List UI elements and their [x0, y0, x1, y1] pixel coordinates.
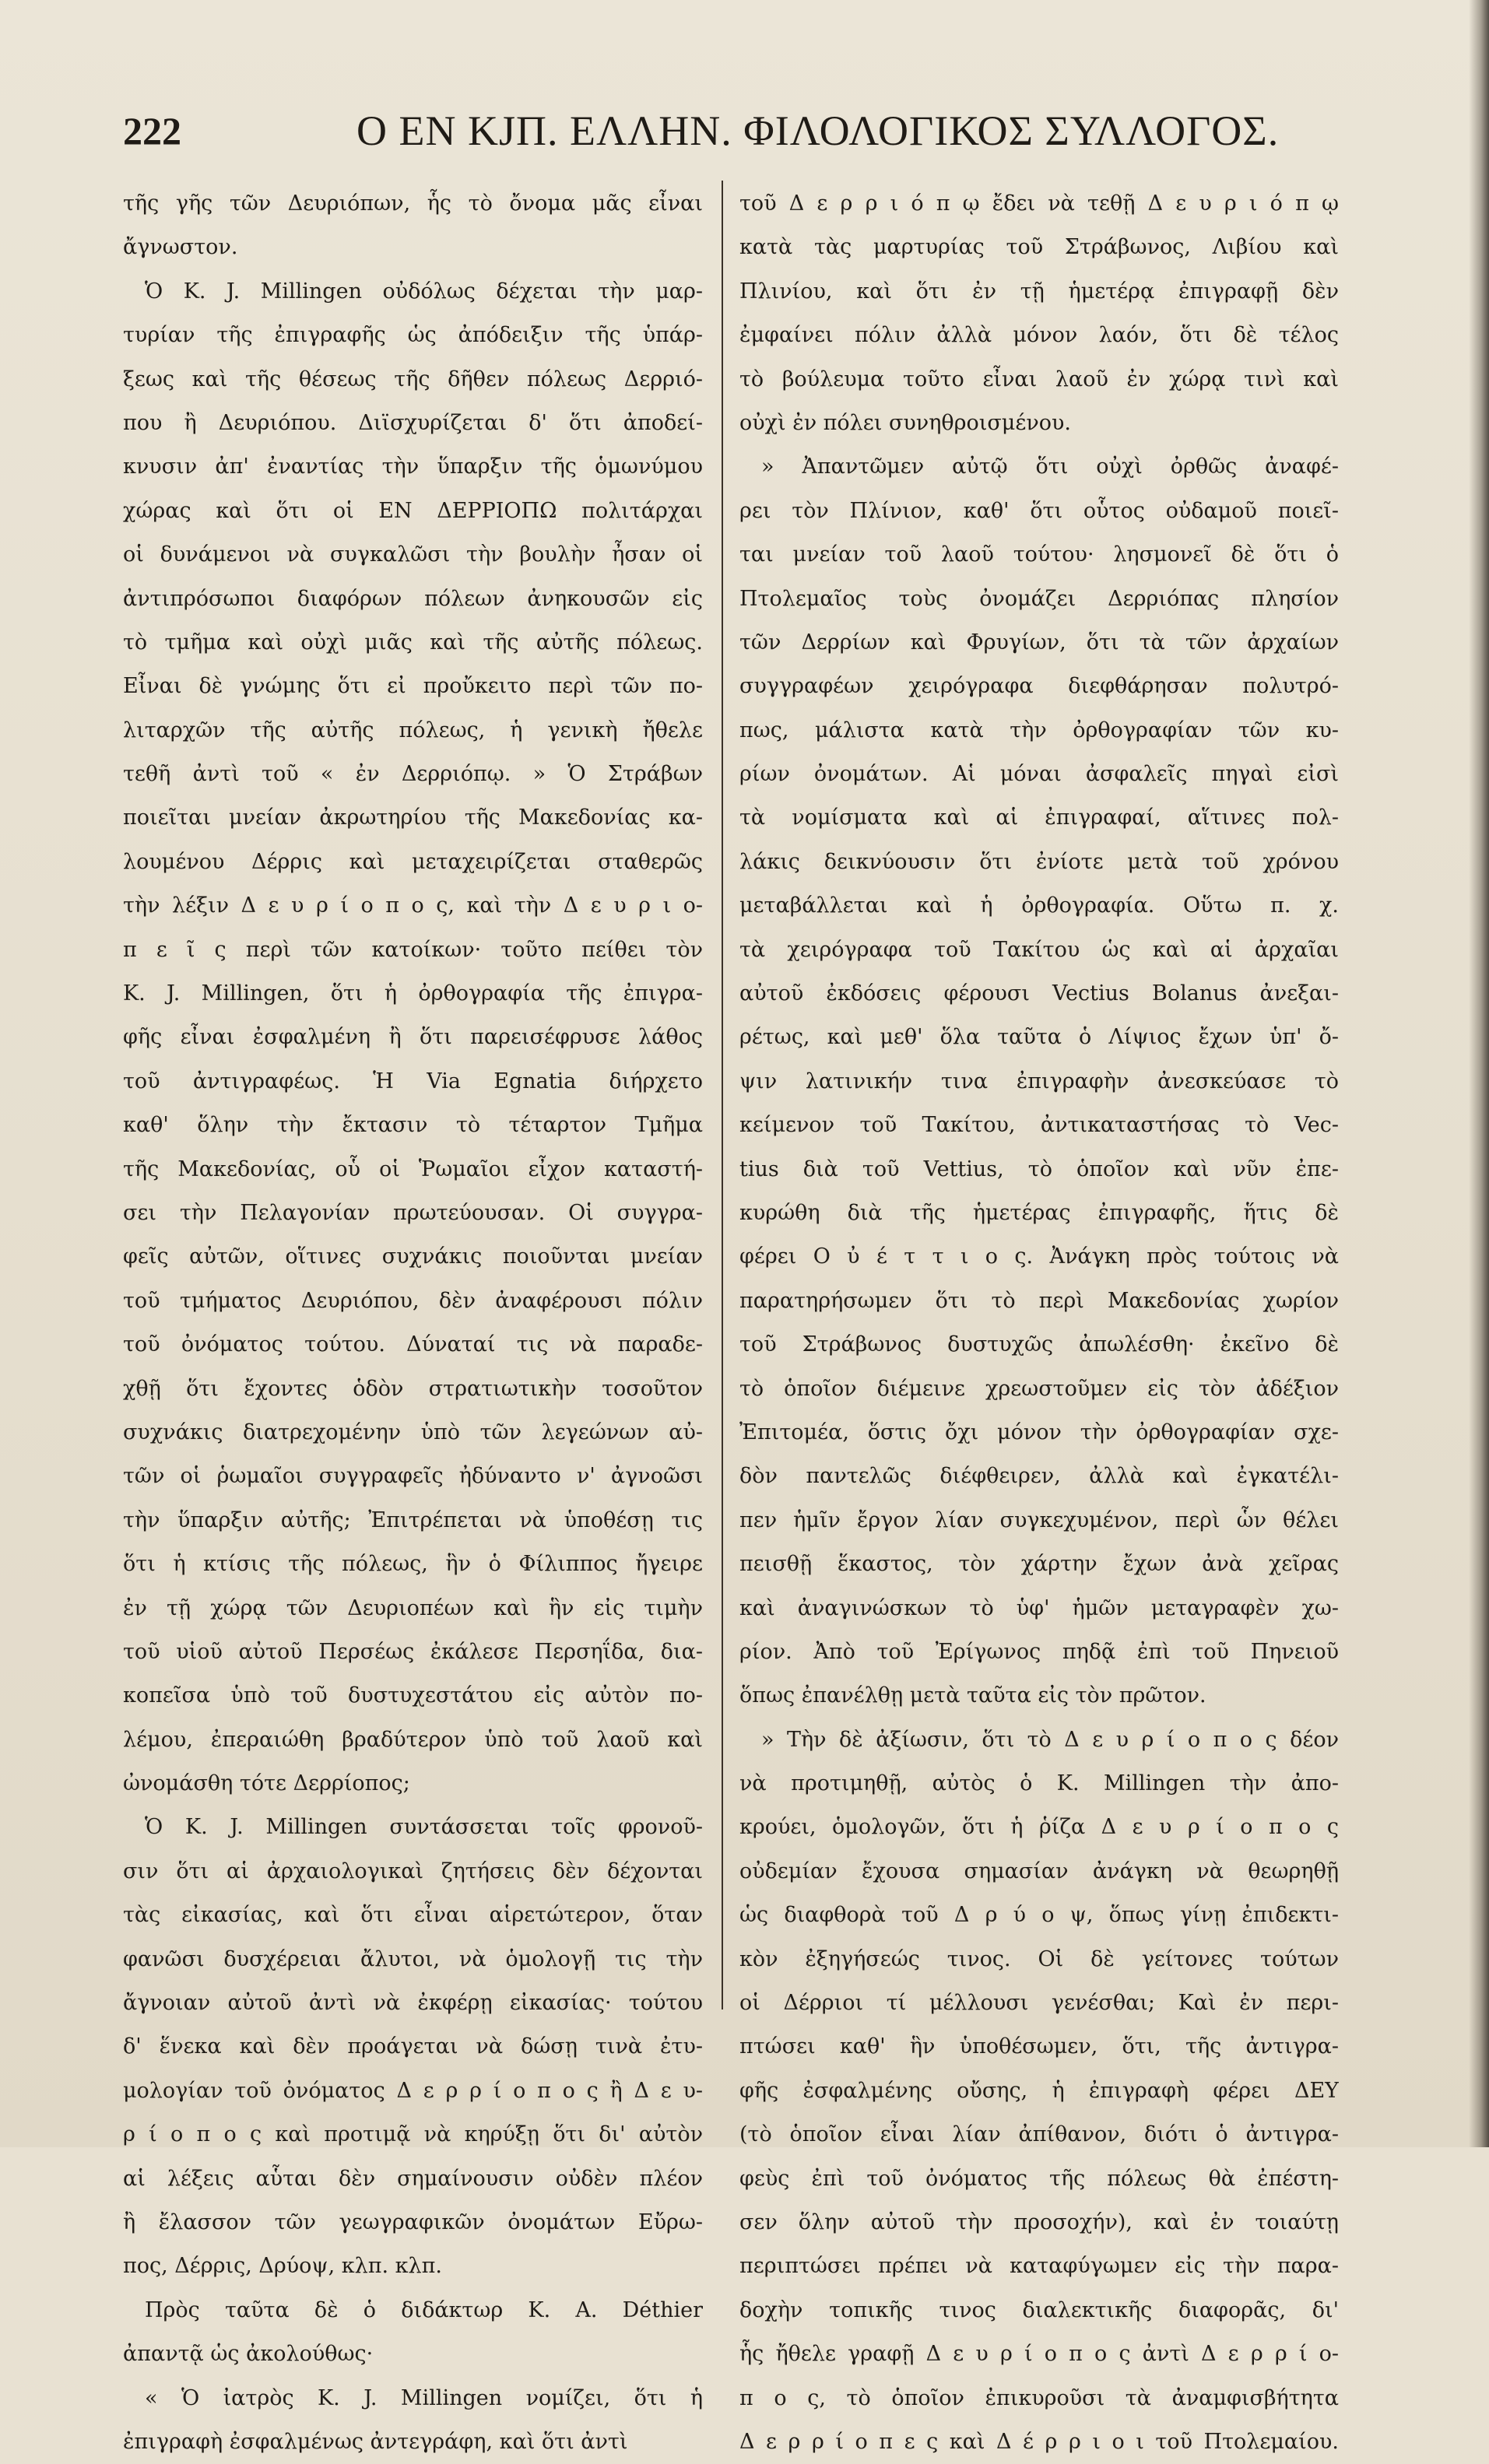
text-line: χθῇ ὅτι ἔχοντες ὁδὸν στρατιωτικὴν τοσοῦτον: [123, 1376, 703, 1401]
text-line: δ' ἕνεκα καὶ δὲν προάγεται νὰ δώσῃ τινὰ ἐτυ-: [123, 2034, 703, 2059]
text-line: σεν ὅλην αὐτοῦ τὴν προσοχήν), καὶ ἐν τοιαύτῃ: [739, 2210, 1339, 2234]
text-line: Ὁ Κ. J. Millingen συντάσσεται τοῖς φρονοῦ-: [145, 1815, 703, 1840]
text-line: φεῖς αὐτῶν, οἵτινες συχνάκις ποιοῦνται μνείαν: [123, 1244, 703, 1269]
text-line: Εἶναι δὲ γνώμης ὅτι εἰ προὔκειτο περὶ τῶν πο-: [123, 674, 703, 699]
text-line: ἐν τῇ χώρᾳ τῶν Δευριοπέων καὶ ἣν εἰς τιμὴν: [123, 1595, 703, 1620]
text-line: τὰ νομίσματα καὶ αἱ ἐπιγραφαί, αἵτινες πολ-: [739, 806, 1339, 830]
text-line: ἧς ἤθελε γραφῇ Δ ε υ ρ ί ο π ο ς ἀντὶ Δ ε ρ ρ ί ο-: [739, 2342, 1339, 2367]
page-number: 222: [123, 109, 181, 153]
text-line: τὴν ὕπαρξιν αὐτῆς; Ἐπιτρέπεται νὰ ὑποθέσῃ τις: [123, 1508, 703, 1532]
text-line: αἱ λέξεις αὗται δὲν σημαίνουσιν οὐδὲν πλέον: [123, 2166, 703, 2191]
text-line: ρ ί ο π ο ς καὶ προτιμᾷ νὰ κηρύξῃ ὅτι δι' αὐτὸν: [123, 2122, 703, 2147]
text-line: ἐμφαίνει πόλιν ἀλλὰ μόνον λαόν, ὅτι δὲ τέλος: [739, 323, 1339, 348]
text-line: σει τὴν Πελαγονίαν πρωτεύουσαν. Οἱ συγγρα-: [123, 1200, 703, 1225]
page-header: [123, 100, 1280, 162]
text-line: ὅπως ἐπανέλθῃ μετὰ ταῦτα εἰς τὸν πρῶτον.: [739, 1683, 1206, 1708]
text-line: ἐπιγραφὴ ἐσφαλμένως ἀντεγράφη, καὶ ὅτι ἀντὶ: [123, 2429, 628, 2454]
text-line: νὰ προτιμηθῇ, αὐτὸς ὁ Κ. Millingen τὴν ἀπο-: [739, 1771, 1339, 1796]
text-line: φέρει Ο ὐ έ τ τ ι ο ς. Ἀνάγκη πρὸς τούτοις νὰ: [739, 1244, 1339, 1269]
text-line: Ὁ Κ. J. Millingen οὐδόλως δέχεται τὴν μαρ-: [145, 279, 703, 304]
column-divider: [722, 181, 723, 2009]
text-line: τῆς Μακεδονίας, οὗ οἱ Ῥωμαῖοι εἶχον καταστή-: [123, 1157, 703, 1181]
left-text-column: [123, 182, 703, 2464]
text-line: ἄγνωστον.: [123, 235, 238, 260]
text-line: ρίων ὀνομάτων. Αἱ μόναι ἀσφαλεῖς πηγαὶ εἰσὶ: [739, 762, 1339, 787]
text-line: μεταβάλλεται καὶ ἡ ὀρθογραφία. Οὕτω π. χ.: [739, 893, 1339, 918]
text-line: παρατηρήσωμεν ὅτι τὸ περὶ Μακεδονίας χωρίον: [739, 1288, 1339, 1313]
text-line: Πτολεμαῖος τοὺς ὀνομάζει Δερριόπας πλησίον: [739, 586, 1339, 611]
text-line: τοῦ Δ ε ρ ρ ι ό π ῳ ἔδει νὰ τεθῇ Δ ε υ ρ ι ό π ῳ: [739, 191, 1339, 216]
text-line: Ἐπιτομέα, ὅστις ὄχι μόνον τὴν ὀρθογραφίαν σχε-: [739, 1420, 1339, 1444]
text-line: χώρας καὶ ὅτι οἱ ΕΝ ΔΕΡΡΙΟΠΩ πολιτάρχαι: [123, 498, 703, 523]
text-line: λέμου, ἐπεραιώθη βραδύτερον ὑπὸ τοῦ λαοῦ καὶ: [123, 1727, 703, 1752]
text-line: τῶν Δερρίων καὶ Φρυγίων, ὅτι τὰ τῶν ἀρχαίων: [739, 630, 1339, 655]
text-line: μολογίαν τοῦ ὀνόματος Δ ε ρ ρ ί ο π ο ς ἢ Δ ε υ-: [123, 2078, 703, 2103]
text-line: φῆς εἶναι ἐσφαλμένη ἢ ὅτι παρεισέφρυσε λάθος: [123, 1025, 703, 1050]
running-title: Ο ΕΝ ΚJΠ. ΕΛΛΗΝ. ΦΙΛΟΛΟΓΙΚΟΣ ΣΥΛΛΟΓΟΣ.: [356, 107, 1280, 154]
text-line: κνυσιν ἀπ' ἐναντίας τὴν ὕπαρξιν τῆς ὁμωνύμου: [123, 455, 703, 479]
text-line: τὰς εἰκασίας, καὶ ὅτι εἶναι αἱρετώτερον, ὅταν: [123, 1903, 703, 1928]
text-line: ρίον. Ἀπὸ τοῦ Ἐρίγωνος πηδᾷ ἐπὶ τοῦ Πηνειοῦ: [739, 1639, 1339, 1664]
text-line: κὸν ἐξηγήσεώς τινος. Οἱ δὲ γείτονες τούτων: [739, 1946, 1339, 1971]
text-line: λάκις δεικνύουσιν ὅτι ἐνίοτε μετὰ τοῦ χρόνου: [739, 849, 1339, 874]
text-line: tius διὰ τοῦ Vettius, τὸ ὁποῖον καὶ νῦν ἐπε-: [739, 1157, 1339, 1181]
text-line: αὐτοῦ ἐκδόσεις φέρουσι Vectius Bolanus ἀνεξαι-: [739, 981, 1339, 1006]
text-line: κρούει, ὁμολογῶν, ὅτι ἡ ῥίζα Δ ε υ ρ ί ο π ο ς: [739, 1815, 1339, 1840]
text-line: τὴν λέξιν Δ ε υ ρ ί ο π ο ς, καὶ τὴν Δ ε υ ρ ι ο-: [123, 893, 703, 918]
text-line: τὰ χειρόγραφα τοῦ Τακίτου ὡς καὶ αἱ ἀρχαῖαι: [739, 937, 1339, 962]
text-line: Κ. J. Millingen, ὅτι ἡ ὀρθογραφία τῆς ἐπιγρα-: [123, 981, 703, 1006]
text-line: ὡς διαφθορὰ τοῦ Δ ρ ύ ο ψ, ὅπως γίνῃ ἐπιδεκτι-: [739, 1903, 1339, 1928]
right-text-column: [739, 182, 1339, 2464]
text-line: τυρίαν τῆς ἐπιγραφῆς ὡς ἀπόδειξιν τῆς ὑπάρ-: [123, 323, 703, 348]
text-line: ὠνομάσθη τότε Δερρίοπος;: [123, 1771, 410, 1796]
text-line: ξεως καὶ τῆς θέσεως τῆς δῆθεν πόλεως Δερριό-: [123, 367, 703, 391]
page-binding-shadow: [1469, 0, 1489, 2147]
text-line: φῆς ἐσφαλμένης οὔσης, ἡ ἐπιγραφὴ φέρει ΔΕΥ: [739, 2078, 1339, 2103]
text-line: κοπεῖσα ὑπὸ τοῦ δυστυχεστάτου εἰς αὐτὸν πο-: [123, 1683, 703, 1708]
text-line: καθ' ὅλην τὴν ἔκτασιν τὸ τέταρτον Τμῆμα: [123, 1113, 703, 1138]
text-line: τῶν οἱ ῥωμαῖοι συγγραφεῖς ἠδύναντο ν' ἀγνοῶσι: [123, 1464, 703, 1489]
text-line: καὶ ἀναγινώσκων τὸ ὑφ' ἡμῶν μεταγραφὲν χω-: [739, 1595, 1339, 1620]
text-line: πεν ἡμῖν ἔργον λίαν συγκεχυμένον, περὶ ὧν θέλει: [739, 1508, 1339, 1532]
text-line: κυρώθη διὰ τῆς ἡμετέρας ἐπιγραφῆς, ἥτις δὲ: [739, 1200, 1339, 1225]
text-line: ψιν λατινικήν τινα ἐπιγραφὴν ἀνεσκεύασε τὸ: [739, 1069, 1339, 1093]
text-line: τοῦ ὀνόματος τούτου. Δύναταί τις νὰ παραδε-: [123, 1332, 703, 1357]
text-line: « Ὁ ἰατρὸς Κ. J. Millingen νομίζει, ὅτι ἡ: [145, 2385, 703, 2410]
text-line: ἀπαντᾷ ὡς ἀκολούθως·: [123, 2342, 374, 2367]
text-line: τοῦ ἀντιγραφέως. Ἡ Via Egnatia διήρχετο: [123, 1069, 703, 1093]
text-line: Πλινίου, καὶ ὅτι ἐν τῇ ἡμετέρᾳ ἐπιγραφῇ δὲν: [739, 279, 1339, 304]
text-line: ἀντιπρόσωποι διαφόρων πόλεων ἀνηκουσῶν εἰς: [123, 586, 703, 611]
text-line: ἢ ἔλασσον τῶν γεωγραφικῶν ὀνομάτων Εὔρω-: [123, 2210, 703, 2234]
text-line: ρέτως, καὶ μεθ' ὅλα ταῦτα ὁ Λίψιος ἔχων ὑπ' ὄ-: [739, 1025, 1339, 1050]
text-line: περιπτώσει πρέπει νὰ καταφύγωμεν εἰς τὴν παρα-: [739, 2254, 1339, 2279]
text-line: τὸ τμῆμα καὶ οὐχὶ μιᾶς καὶ τῆς αὐτῆς πόλεως.: [123, 630, 703, 655]
text-line: ὅτι ἡ κτίσις τῆς πόλεως, ἣν ὁ Φίλιππος ἤγειρε: [123, 1552, 703, 1577]
text-line: πως, μάλιστα κατὰ τὴν ὀρθογραφίαν τῶν κυ-: [739, 718, 1339, 742]
text-line: ποιεῖται μνείαν ἀκρωτηρίου τῆς Μακεδονίας κα-: [123, 806, 703, 830]
text-line: πτώσει καθ' ἣν ὑποθέσωμεν, ὅτι, τῆς ἀντιγρα-: [739, 2034, 1339, 2059]
text-line: π ε ῖ ς περὶ τῶν κατοίκων· τοῦτο πείθει τὸν: [123, 937, 703, 962]
text-line: συχνάκις διατρεχομένην ὑπὸ τῶν λεγεώνων αὐ-: [123, 1420, 703, 1444]
text-line: τῆς γῆς τῶν Δευριόπων, ἧς τὸ ὄνομα μᾶς εἶναι: [123, 191, 703, 216]
text-line: τοῦ Στράβωνος δυστυχῶς ἀπωλέσθη· ἐκεῖνο δὲ: [739, 1332, 1339, 1357]
text-line: οὐδεμίαν ἔχουσα σημασίαν ἀνάγκη νὰ θεωρηθῇ: [739, 1859, 1339, 1883]
text-line: πος, Δέρρις, Δρύοψ, κλπ. κλπ.: [123, 2254, 442, 2279]
text-line: ρει τὸν Πλίνιον, καθ' ὅτι οὗτος οὐδαμοῦ ποιεῖ-: [739, 498, 1339, 523]
text-line: σιν ὅτι αἱ ἀρχαιολογικαὶ ζητήσεις δὲν δέχονται: [123, 1859, 703, 1883]
text-line: πεισθῇ ἕκαστος, τὸν χάρτην ἔχων ἀνὰ χεῖρας: [739, 1552, 1339, 1577]
text-line: λουμένου Δέρρις καὶ μεταχειρίζεται σταθερῶς: [123, 849, 703, 874]
text-line: οἱ Δέρριοι τί μέλλουσι γενέσθαι; Καὶ ἐν περι-: [739, 1991, 1339, 2016]
text-line: (τὸ ὁποῖον εἶναι λίαν ἀπίθανον, διότι ὁ ἀντιγρα-: [739, 2122, 1339, 2147]
text-line: π ο ς, τὸ ὁποῖον ἐπικυροῦσι τὰ ἀναμφισβήτητα: [739, 2385, 1339, 2410]
text-line: τὸ ὁποῖον διέμεινε χρεωστοῦμεν εἰς τὸν ἀδέξιον: [739, 1376, 1339, 1401]
text-line: κατὰ τὰς μαρτυρίας τοῦ Στράβωνος, Λιβίου καὶ: [739, 235, 1339, 260]
text-line: κείμενον τοῦ Τακίτου, ἀντικαταστήσας τὸ Vec-: [739, 1113, 1339, 1138]
text-line: που ἢ Δευριόπου. Διϊσχυρίζεται δ' ὅτι ἀποδεί-: [123, 410, 703, 435]
text-line: δὸν παντελῶς διέφθειρεν, ἀλλὰ καὶ ἐγκατέλι-: [739, 1464, 1339, 1489]
text-line: Πρὸς ταῦτα δὲ ὁ διδάκτωρ Κ. Α. Déthier: [145, 2297, 703, 2322]
text-line: οἱ δυνάμενοι νὰ συγκαλῶσι τὴν βουλὴν ἦσαν οἱ: [123, 542, 703, 567]
text-line: τὸ βούλευμα τοῦτο εἶναι λαοῦ ἐν χώρᾳ τινὶ καὶ: [739, 367, 1339, 391]
text-line: οὐχὶ ἐν πόλει συνηθροισμένου.: [739, 410, 1071, 435]
text-line: ται μνείαν τοῦ λαοῦ τούτου· λησμονεῖ δὲ ὅτι ὁ: [739, 542, 1339, 567]
text-line: Δ ε ρ ρ ί ο π ε ς καὶ Δ έ ρ ρ ι ο ι τοῦ Πτολεμαίου.: [739, 2429, 1339, 2454]
text-line: ἄγνοιαν αὐτοῦ ἀντὶ νὰ ἐκφέρῃ εἰκασίας· τούτου: [123, 1991, 703, 2016]
text-line: τοῦ υἱοῦ αὐτοῦ Περσέως ἐκάλεσε Περσηΐδα, δια-: [123, 1639, 703, 1664]
text-line: δοχὴν τοπικῆς τινος διαλεκτικῆς διαφορᾶς, δι': [739, 2297, 1339, 2322]
text-line: τοῦ τμήματος Δευριόπου, δὲν ἀναφέρουσι πόλιν: [123, 1288, 703, 1313]
text-line: συγγραφέων χειρόγραφα διεφθάρησαν πολυτρό-: [739, 674, 1339, 699]
text-line: » Τὴν δὲ ἀξίωσιν, ὅτι τὸ Δ ε υ ρ ί ο π ο ς δέον: [761, 1727, 1339, 1752]
text-line: λιταρχῶν τῆς αὐτῆς πόλεως, ἡ γενικὴ ἤθελε: [123, 718, 703, 742]
text-line: τεθῆ ἀντὶ τοῦ « ἐν Δερριόπῳ. » Ὁ Στράβων: [123, 762, 703, 787]
text-line: φανῶσι δυσχέρειαι ἄλυτοι, νὰ ὁμολογῇ τις τὴν: [123, 1946, 703, 1971]
text-line: » Ἀπαντῶμεν αὐτῷ ὅτι οὐχὶ ὀρθῶς ἀναφέ-: [761, 455, 1339, 479]
text-line: φεὺς ἐπὶ τοῦ ὀνόματος τῆς πόλεως θὰ ἐπέστη-: [739, 2166, 1339, 2191]
